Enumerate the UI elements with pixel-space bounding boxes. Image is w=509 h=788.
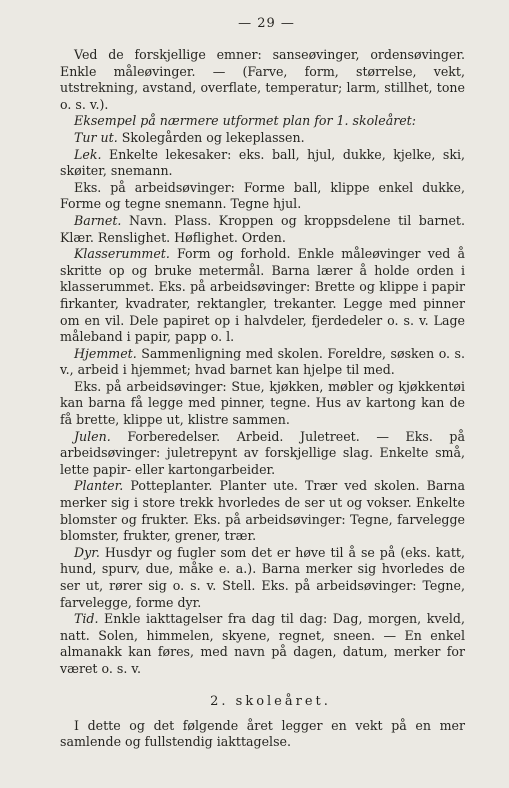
entry-heading: Tid. [74, 611, 99, 627]
entry-lek-examples [60, 180, 465, 213]
body-text [60, 47, 465, 751]
intro-paragraph: Ved de forskjellige emner: sanseøvinger, ordensøvinger. Enkle måleøvinger. — (Farve, form, størrelse, vekt, utstrekning, avstand, overflate, temperatur; larm, stillhet, tone o. s. v.). [60, 47, 465, 112]
entry-hjemmet-examples [60, 379, 465, 429]
entry-tur-ut [60, 130, 465, 147]
entry-barnet [60, 213, 465, 246]
entry-text: Enkle iakttagelser fra dag til dag: Dag, morgen, kveld, natt. Solen, himmelen, skyene, regnet, sneen. — En enkel almanakk kan føres, med navn på dagen, datum, merker for været o. s. v. [60, 611, 465, 676]
entry-text: Navn. Plass. Kroppen og kroppsdelene til barnet. Klær. Renslighet. Høflighet. Orden. [60, 212, 465, 245]
entry-text: Skolegården og lekeplassen. [121, 129, 305, 145]
entry-text: Forberedelser. Arbeid. Juletreet. — Eks. på arbeidsøvinger: juletrepynt av forskjellige slag. Enkelte små, lette papir- eller kartongarbeider. [60, 428, 465, 477]
entry-julen [60, 429, 465, 479]
entry-text: Enkelte lekesaker: eks. ball, hjul, dukke, kjelke, ski, skøiter, snemann. [60, 146, 465, 179]
entry-heading: Barnet. [74, 212, 122, 228]
example-plan-heading: Eksempel på nærmere utformet plan for 1. skoleåret: [74, 113, 416, 129]
entry-text: Sammenligning med skolen. Foreldre, søsken o. s. v., arbeid i hjemmet; hvad barnet kan hjelpe til med. [60, 345, 465, 378]
entry-text: Potteplanter. Planter ute. Trær ved skolen. Barna merker sig i store trekk hvorledes de ser ut og vokser. Enkelte blomster og frukter. Eks. på arbeidsøvinger: Tegne, farvelegge blomster, frukter, grener, trær. [60, 478, 465, 544]
entry-heading: Hjemmet. [74, 345, 137, 361]
entry-text: Form og forhold. Enkle måleøvinger ved å skritte op og bruke metermål. Barna lærer å holde orden i klasserummet. Eks. på arbeidsøvinger: Brette og klippe i papir firkanter, kvadrater, rektangler, trekanter. Legge med pinner om en vil. Dele papiret op i halvdeler, fjerdedeler o. s. v. Lage måleband i papir, papp o. l. [60, 246, 465, 345]
entry-heading: Lek. [74, 146, 102, 162]
entry-dyr [60, 545, 465, 611]
entry-klasserummet [60, 246, 465, 346]
page-number: — 29 — [238, 16, 295, 31]
entry-heading: Julen. [74, 428, 111, 444]
section-title: 2. skoleåret. [210, 693, 331, 709]
entry-text: Husdyr og fugler som det er høve til å se på (eks. katt, hund, spurv, due, måke e. a.). Barna merker sig hvorledes de ser ut, rører sig o. s. v. Stell. Eks. på arbeidsøvinger: Tegne, farvelegge, forme dyr. [60, 544, 465, 610]
entry-heading: Planter. [74, 478, 124, 494]
entry-tid [60, 611, 465, 677]
entry-text: Eks. på arbeidsøvinger: Forme ball, klippe enkel dukke, Forme og tegne snemann. Tegne hjul. [60, 179, 465, 212]
entry-hjemmet [60, 346, 465, 379]
entry-heading: Tur ut. [74, 129, 118, 145]
entry-heading: Klasserummet. [74, 246, 170, 262]
entry-text: Eks. på arbeidsøvinger: Stue, kjøkken, møbler og kjøkkentøi kan barna få legge med pinner, tegne. Hus av kartong kan de få brette, klippe ut, klistre sammen. [60, 378, 465, 428]
entry-lek [60, 147, 465, 180]
entry-planter [60, 478, 465, 544]
section-paragraph: I dette og det følgende året legger en vekt på en mer samlende og fullstendig iakttagelse. [60, 717, 465, 750]
entry-heading: Dyr. [74, 544, 100, 560]
